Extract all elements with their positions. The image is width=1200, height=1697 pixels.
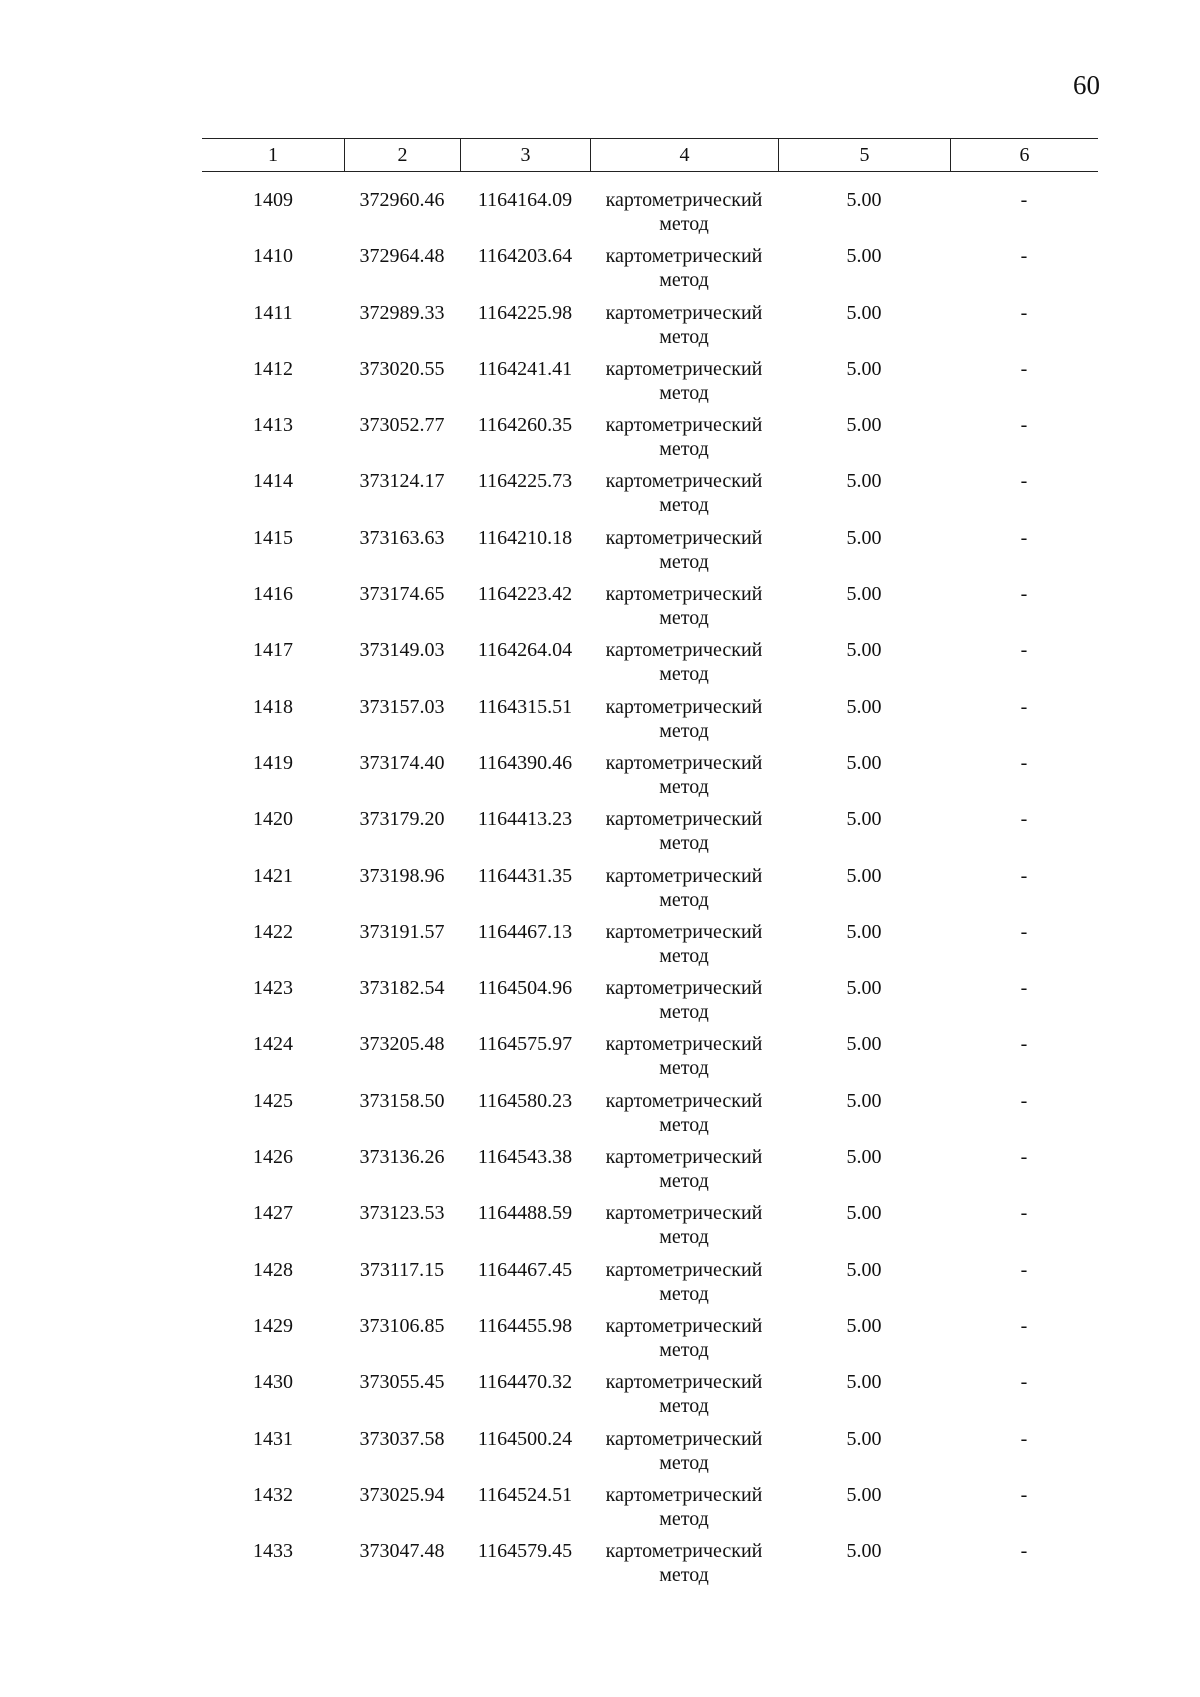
coord-y: 1164575.97 [477,1033,573,1056]
method [590,1145,778,1193]
method-line: метод [659,888,709,911]
method [590,1258,778,1306]
table-row [202,920,1098,976]
coord-y: 1164467.45 [477,1258,573,1281]
accuracy: 5.00 [846,414,882,437]
method [590,413,778,461]
accuracy: 5.00 [846,751,882,774]
method-line: метод [659,1564,709,1587]
method [590,638,778,686]
table-row [202,1427,1098,1483]
note: - [1020,808,1028,831]
accuracy: 5.00 [846,1483,882,1506]
method-line: картометрический [605,1314,763,1337]
point-number: 1417 [253,639,293,662]
accuracy: 5.00 [846,470,882,493]
coord-x: 373020.55 [359,357,445,380]
table-body [202,188,1098,1595]
table-row [202,357,1098,413]
accuracy: 5.00 [846,526,882,549]
method [590,188,778,236]
coord-y: 1164500.24 [477,1427,573,1450]
method-line: картометрический [605,1371,763,1394]
method [590,1483,778,1531]
point-number: 1424 [253,1033,293,1056]
page-number: 60 [1073,70,1100,100]
table-row [202,1032,1098,1088]
accuracy: 5.00 [846,1540,882,1563]
point-number: 1410 [253,245,293,268]
accuracy: 5.00 [846,245,882,268]
point-number: 1430 [253,1371,293,1394]
coord-y: 1164225.98 [477,301,573,324]
method-line: картометрический [605,695,763,718]
coord-x: 372989.33 [359,301,445,324]
method [590,1539,778,1587]
coord-x: 373149.03 [359,639,445,662]
coord-x: 373157.03 [359,695,445,718]
note: - [1020,414,1028,437]
coord-x: 373158.50 [359,1089,445,1112]
table-row [202,413,1098,469]
coord-y: 1164260.35 [477,414,573,437]
table-row [202,1145,1098,1201]
point-number: 1419 [253,751,293,774]
coord-x: 373174.40 [359,751,445,774]
method [590,357,778,405]
note: - [1020,1258,1028,1281]
method [590,469,778,517]
point-number: 1409 [253,189,293,211]
note: - [1020,977,1028,1000]
method-line: метод [659,719,709,742]
coord-y: 1164264.04 [477,639,573,662]
coord-x: 373025.94 [359,1483,445,1506]
note: - [1020,639,1028,662]
accuracy: 5.00 [846,583,882,606]
method-line: картометрический [605,1033,763,1056]
method-line: картометрический [605,1427,763,1450]
note: - [1020,1089,1028,1112]
table-row [202,1089,1098,1145]
point-number: 1425 [253,1089,293,1112]
method-line: картометрический [605,583,763,606]
accuracy: 5.00 [846,301,882,324]
header-col-5: 5 [778,139,950,171]
table-row [202,976,1098,1032]
note: - [1020,1540,1028,1563]
method-line: картометрический [605,864,763,887]
method-line: метод [659,1170,709,1193]
method-line: метод [659,1451,709,1474]
method [590,1427,778,1475]
coord-x: 373117.15 [359,1258,445,1281]
coord-x: 373055.45 [359,1371,445,1394]
coord-x: 373106.85 [359,1314,445,1337]
coord-x: 373182.54 [359,977,445,1000]
coord-x: 373052.77 [359,414,445,437]
accuracy: 5.00 [846,1371,882,1394]
method-line: картометрический [605,357,763,380]
method-line: метод [659,1395,709,1418]
coord-y: 1164223.42 [477,583,573,606]
coord-x: 373198.96 [359,864,445,887]
method-line: картометрический [605,1202,763,1225]
accuracy: 5.00 [846,1033,882,1056]
coord-y: 1164203.64 [477,245,573,268]
method-line: метод [659,381,709,404]
note: - [1020,1202,1028,1225]
coord-x: 373191.57 [359,920,445,943]
method [590,695,778,743]
point-number: 1414 [253,470,293,493]
note: - [1020,1033,1028,1056]
method-line: метод [659,494,709,517]
table-row [202,638,1098,694]
method-line: картометрический [605,470,763,493]
coord-y: 1164543.38 [477,1146,573,1169]
coord-y: 1164164.09 [477,189,573,211]
coord-x: 373124.17 [359,470,445,493]
coord-y: 1164470.32 [477,1371,573,1394]
accuracy: 5.00 [846,1427,882,1450]
method-line: метод [659,775,709,798]
coord-y: 1164315.51 [477,695,573,718]
coord-x: 373047.48 [359,1540,445,1563]
method [590,582,778,630]
coord-y: 1164504.96 [477,977,573,1000]
point-number: 1431 [253,1427,293,1450]
method-line: картометрический [605,301,763,324]
header-col-4: 4 [590,139,778,171]
method [590,1314,778,1362]
coord-y: 1164580.23 [477,1089,573,1112]
coord-x: 373136.26 [359,1146,445,1169]
method-line: метод [659,944,709,967]
table-row [202,1370,1098,1426]
table-row [202,301,1098,357]
method-line: картометрический [605,639,763,662]
note: - [1020,583,1028,606]
coord-x: 373123.53 [359,1202,445,1225]
point-number: 1418 [253,695,293,718]
method-line: картометрический [605,1483,763,1506]
method-line: картометрический [605,1146,763,1169]
table-row [202,864,1098,920]
method-line: метод [659,1507,709,1530]
accuracy: 5.00 [846,864,882,887]
accuracy: 5.00 [846,1258,882,1281]
method-line: метод [659,1057,709,1080]
note: - [1020,920,1028,943]
accuracy: 5.00 [846,639,882,662]
note: - [1020,526,1028,549]
header-col-2: 2 [344,139,460,171]
note: - [1020,1427,1028,1450]
note: - [1020,189,1028,211]
point-number: 1427 [253,1202,293,1225]
table-row [202,582,1098,638]
method [590,1201,778,1249]
method [590,301,778,349]
method [590,526,778,574]
method-line: картометрический [605,526,763,549]
method-line: метод [659,438,709,461]
point-number: 1426 [253,1146,293,1169]
method-line: картометрический [605,1089,763,1112]
coord-x: 372964.48 [359,245,445,268]
method [590,807,778,855]
method-line: картометрический [605,1540,763,1563]
accuracy: 5.00 [846,1146,882,1169]
method-line: картометрический [605,245,763,268]
accuracy: 5.00 [846,1314,882,1337]
method-line: метод [659,1282,709,1305]
note: - [1020,1483,1028,1506]
table-row [202,526,1098,582]
coord-y: 1164413.23 [477,808,573,831]
table-row [202,188,1098,244]
header-col-1: 1 [268,143,278,166]
note: - [1020,470,1028,493]
header-col-6: 6 [950,139,1098,171]
coord-y: 1164390.46 [477,751,573,774]
method-line: метод [659,607,709,630]
note: - [1020,695,1028,718]
table-row [202,1314,1098,1370]
point-number: 1428 [253,1258,293,1281]
method-line: метод [659,213,709,235]
method [590,1370,778,1418]
method-line: картометрический [605,920,763,943]
table-row [202,751,1098,807]
accuracy: 5.00 [846,357,882,380]
note: - [1020,864,1028,887]
accuracy: 5.00 [846,695,882,718]
coord-y: 1164579.45 [477,1540,573,1563]
method [590,751,778,799]
note: - [1020,1371,1028,1394]
method [590,1032,778,1080]
method-line: метод [659,1338,709,1361]
method [590,976,778,1024]
coord-x: 372960.46 [359,189,445,211]
method-line: картометрический [605,751,763,774]
coord-x: 373163.63 [359,526,445,549]
coord-y: 1164524.51 [477,1483,573,1506]
method-line: картометрический [605,189,763,211]
table-row [202,1201,1098,1257]
point-number: 1422 [253,920,293,943]
point-number: 1415 [253,526,293,549]
note: - [1020,751,1028,774]
method-line: картометрический [605,1258,763,1281]
point-number: 1421 [253,864,293,887]
point-number: 1420 [253,808,293,831]
method-line: метод [659,325,709,348]
accuracy: 5.00 [846,1202,882,1225]
accuracy: 5.00 [846,808,882,831]
point-number: 1411 [253,301,293,324]
coord-x: 373037.58 [359,1427,445,1450]
method-line: картометрический [605,414,763,437]
point-number: 1429 [253,1314,293,1337]
note: - [1020,245,1028,268]
accuracy: 5.00 [846,977,882,1000]
table-row [202,1258,1098,1314]
method-line: картометрический [605,977,763,1000]
coord-x: 373179.20 [359,808,445,831]
method-line: картометрический [605,808,763,831]
coord-x: 373205.48 [359,1033,445,1056]
method [590,920,778,968]
method-line: метод [659,550,709,573]
note: - [1020,1314,1028,1337]
table-row [202,1483,1098,1539]
method-line: метод [659,1226,709,1249]
table-header [202,138,1098,172]
point-number: 1423 [253,977,293,1000]
method-line: метод [659,269,709,292]
table-row [202,1539,1098,1595]
method-line: метод [659,1001,709,1024]
point-number: 1433 [253,1540,293,1563]
coord-y: 1164467.13 [477,920,573,943]
table-row [202,244,1098,300]
point-number: 1412 [253,357,293,380]
coord-x: 373174.65 [359,583,445,606]
note: - [1020,357,1028,380]
coord-y: 1164210.18 [477,526,573,549]
method [590,244,778,292]
coord-y: 1164488.59 [477,1202,573,1225]
method-line: метод [659,1113,709,1136]
accuracy: 5.00 [846,189,882,211]
coord-y: 1164241.41 [477,357,573,380]
point-number: 1413 [253,414,293,437]
header-col-3: 3 [460,139,590,171]
point-number: 1416 [253,583,293,606]
method-line: метод [659,663,709,686]
method [590,864,778,912]
table-row [202,695,1098,751]
method [590,1089,778,1137]
coord-y: 1164431.35 [477,864,573,887]
point-number: 1432 [253,1483,293,1506]
note: - [1020,1146,1028,1169]
method-line: метод [659,832,709,855]
coord-y: 1164225.73 [477,470,573,493]
table-row [202,807,1098,863]
accuracy: 5.00 [846,1089,882,1112]
note: - [1020,301,1028,324]
coord-y: 1164455.98 [477,1314,573,1337]
accuracy: 5.00 [846,920,882,943]
table-row [202,469,1098,525]
